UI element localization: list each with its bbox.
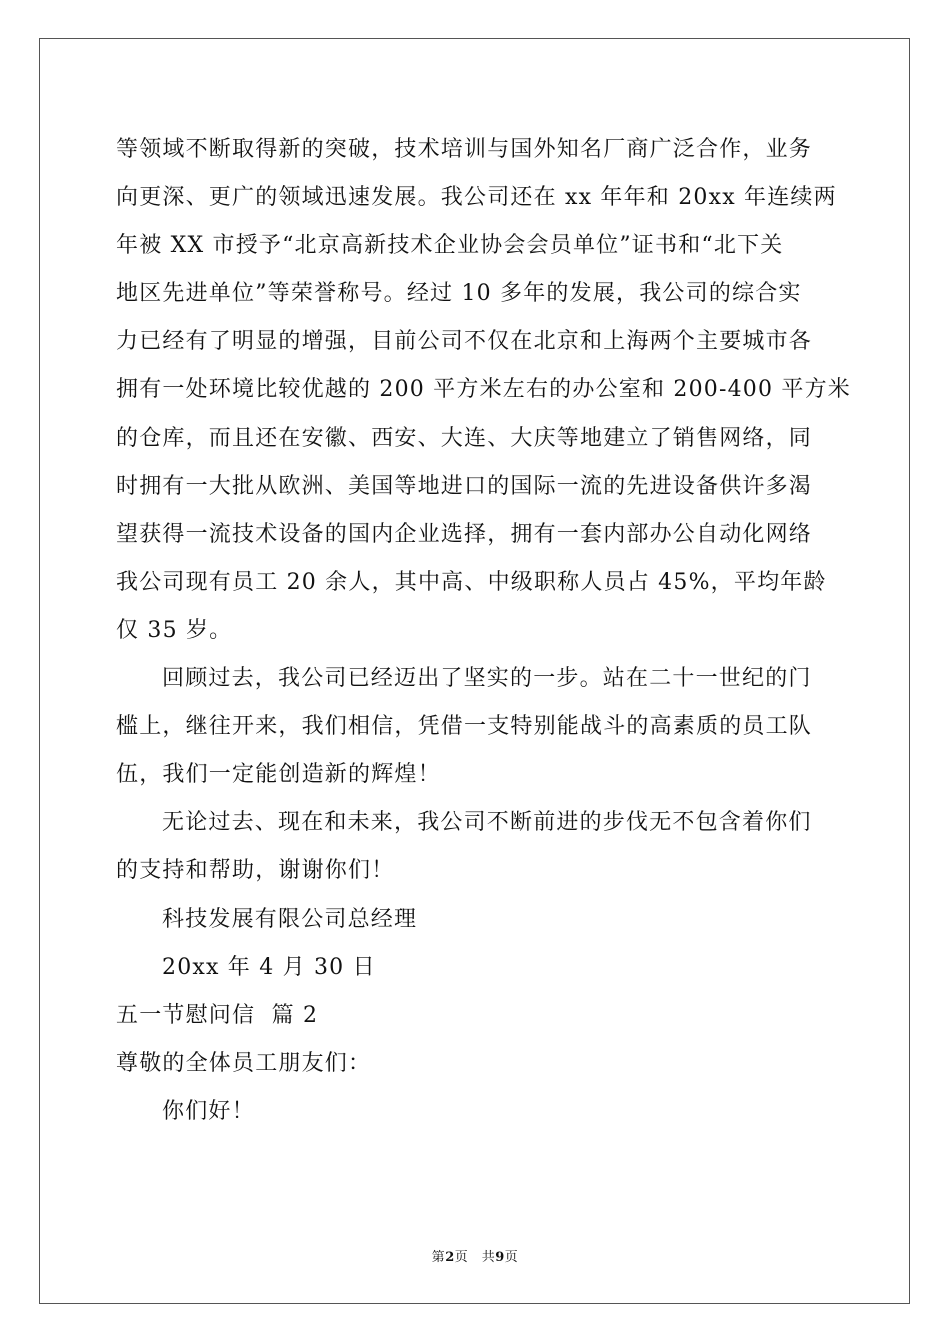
text-line: 望获得一流技术设备的国内企业选择，拥有一套内部办公自动化网络	[116, 521, 813, 547]
text-line: 地区先进单位”等荣誉称号。经过 10 多年的发展，我公司的综合实	[116, 281, 802, 307]
paragraph-start-line: 回顾过去，我公司已经迈出了坚实的一步。站在二十一世纪的门	[162, 666, 812, 692]
salutation: 尊敬的全体员工朋友们：	[116, 1050, 372, 1076]
text-line: 我公司现有员工 20 余人，其中高、中级职称人员占 45%，平均年龄	[116, 569, 827, 595]
text-line: 向更深、更广的领域迅速发展。我公司还在 xx 年年和 20xx 年连续两	[116, 185, 837, 211]
text-line: 拥有一处环境比较优越的 200 平方米左右的办公室和 200-400 平方米	[116, 377, 851, 403]
signature-company: 科技发展有限公司总经理	[162, 906, 418, 932]
document-body	[116, 126, 851, 1136]
text-line: 的仓库，而且还在安徽、西安、大连、大庆等地建立了销售网络，同	[116, 425, 813, 451]
footer-middle: 页 共	[454, 1250, 496, 1265]
text-line: 力已经有了明显的增强，目前公司不仅在北京和上海两个主要城市各	[116, 329, 813, 355]
text-line: 槛上，继往开来，我们相信，凭借一支特别能战斗的高素质的员工队	[116, 714, 813, 740]
footer-prefix: 第	[431, 1250, 446, 1265]
text-line: 的支持和帮助，谢谢你们！	[116, 858, 395, 884]
text-line: 时拥有一大批从欧洲、美国等地进口的国际一流的先进设备供许多渴	[116, 473, 813, 499]
current-page-number: 2	[445, 1250, 455, 1265]
footer-suffix: 页	[504, 1250, 519, 1265]
text-line: 等领域不断取得新的突破，技术培训与国外知名厂商广泛合作，业务	[116, 137, 813, 162]
total-page-number: 9	[495, 1250, 505, 1265]
text-line: 伍，我们一定能创造新的辉煌！	[116, 762, 441, 788]
page-footer	[0, 1246, 950, 1265]
text-line: 仅 35 岁。	[116, 617, 233, 643]
greeting: 你们好！	[162, 1098, 255, 1124]
paragraph-start-line: 无论过去、现在和未来，我公司不断前进的步伐无不包含着你们	[162, 810, 812, 836]
text-line: 年被 XX 市授予“北京高新技术企业协会会员单位”证书和“北下关	[116, 233, 784, 259]
section-heading: 五一节慰问信 篇 2	[116, 1002, 319, 1028]
signature-date: 20xx 年 4 月 30 日	[162, 954, 376, 980]
